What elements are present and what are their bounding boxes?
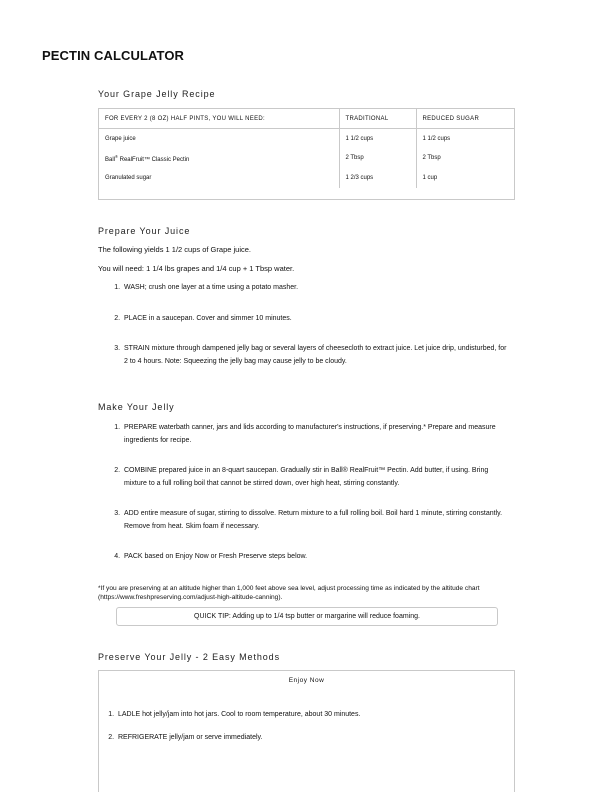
list-item: 4. PACK based on Enjoy Now or Fresh Preserve steps below. bbox=[122, 551, 510, 564]
list-item: 3. ADD entire measure of sugar, stirring to dissolve. Return mixture to a full rolling boil. Boil hard 1 minute, stirring constantly. Remove from heat. Skim foam if necessary. bbox=[122, 508, 510, 533]
list-item: 2. REFRIGERATE jelly/jam or serve immediately. bbox=[116, 732, 515, 745]
preserve-heading: Preserve Your Jelly - 2 Easy Methods bbox=[98, 652, 280, 662]
recipe-heading: Your Grape Jelly Recipe bbox=[98, 89, 216, 99]
juice-steps-list bbox=[98, 282, 510, 368]
altitude-note: *If you are preserving at an altitude higher than 1,000 feet above sea level, adjust processing time as indicated by the altitude chart (https://www.freshpreserving.com/adjust-high-altitude-canning). bbox=[98, 585, 480, 601]
enjoy-now-heading: Enjoy Now bbox=[288, 677, 325, 684]
quick-tip-box: QUICK TIP: Adding up to 1/4 tsp butter or margarine will reduce foaming. bbox=[116, 607, 498, 626]
table-row bbox=[99, 168, 514, 188]
ingredient-brand: Ball bbox=[105, 156, 116, 163]
juice-need-text: You will need: 1 1/4 lbs grapes and 1/4 cup + 1 Tbsp water. bbox=[98, 264, 295, 273]
registered-mark: ® bbox=[115, 153, 118, 159]
ingredient-cell bbox=[99, 149, 339, 169]
enjoy-now-steps-list bbox=[98, 709, 515, 744]
list-item: 1. LADLE hot jelly/jam into hot jars. Cool to room temperature, about 30 minutes. bbox=[116, 709, 515, 722]
jelly-heading: Make Your Jelly bbox=[98, 402, 175, 412]
list-item: 1. PREPARE waterbath canner, jars and lids according to manufacturer's instructions, if preserving.* Prepare and measure ingredients for recipe. bbox=[122, 422, 510, 447]
list-item: 2. COMBINE prepared juice in an 8-quart saucepan. Gradually stir in Ball® RealFruit™ Pectin. Add butter, if using. Bring mixture to a full rolling boil that cannot be stirred down, over high heat, stirring constantly. bbox=[122, 465, 510, 490]
traditional-cell: 2 Tbsp bbox=[339, 149, 416, 169]
recipe-table-box bbox=[98, 108, 515, 200]
column-header-ingredient: FOR EVERY 2 (8 OZ) HALF PINTS, YOU WILL NEED: bbox=[99, 109, 339, 129]
traditional-cell: 1 2/3 cups bbox=[339, 168, 416, 188]
jelly-steps-list bbox=[98, 422, 510, 564]
traditional-cell: 1 1/2 cups bbox=[339, 129, 416, 149]
table-header-row bbox=[99, 109, 514, 129]
column-header-traditional: TRADITIONAL bbox=[339, 109, 416, 129]
page-title: PECTIN CALCULATOR bbox=[42, 48, 185, 63]
ingredient-product: RealFruit™ Classic Pectin bbox=[117, 156, 190, 163]
juice-heading: Prepare Your Juice bbox=[98, 226, 191, 236]
column-header-reduced-sugar: REDUCED SUGAR bbox=[416, 109, 514, 129]
table-row bbox=[99, 129, 514, 149]
recipe-table bbox=[99, 109, 514, 188]
reduced-cell: 2 Tbsp bbox=[416, 149, 514, 169]
juice-yield-text: The following yields 1 1/2 cups of Grape juice. bbox=[98, 245, 251, 254]
ingredient-cell: Grape juice bbox=[105, 135, 136, 142]
ingredient-cell: Granulated sugar bbox=[105, 174, 152, 181]
list-item: 1. WASH; crush one layer at a time using a potato masher. bbox=[122, 282, 510, 295]
list-item: 2. PLACE in a saucepan. Cover and simmer 10 minutes. bbox=[122, 313, 510, 326]
list-item: 3. STRAIN mixture through dampened jelly bag or several layers of cheesecloth to extract juice. Let juice drip, undisturbed, for 2 to 4 hours. Note: Squeezing the jelly bag may cause jelly to be cloudy. bbox=[122, 343, 510, 368]
table-row bbox=[99, 149, 514, 169]
reduced-cell: 1 1/2 cups bbox=[416, 129, 514, 149]
reduced-cell: 1 cup bbox=[416, 168, 514, 188]
